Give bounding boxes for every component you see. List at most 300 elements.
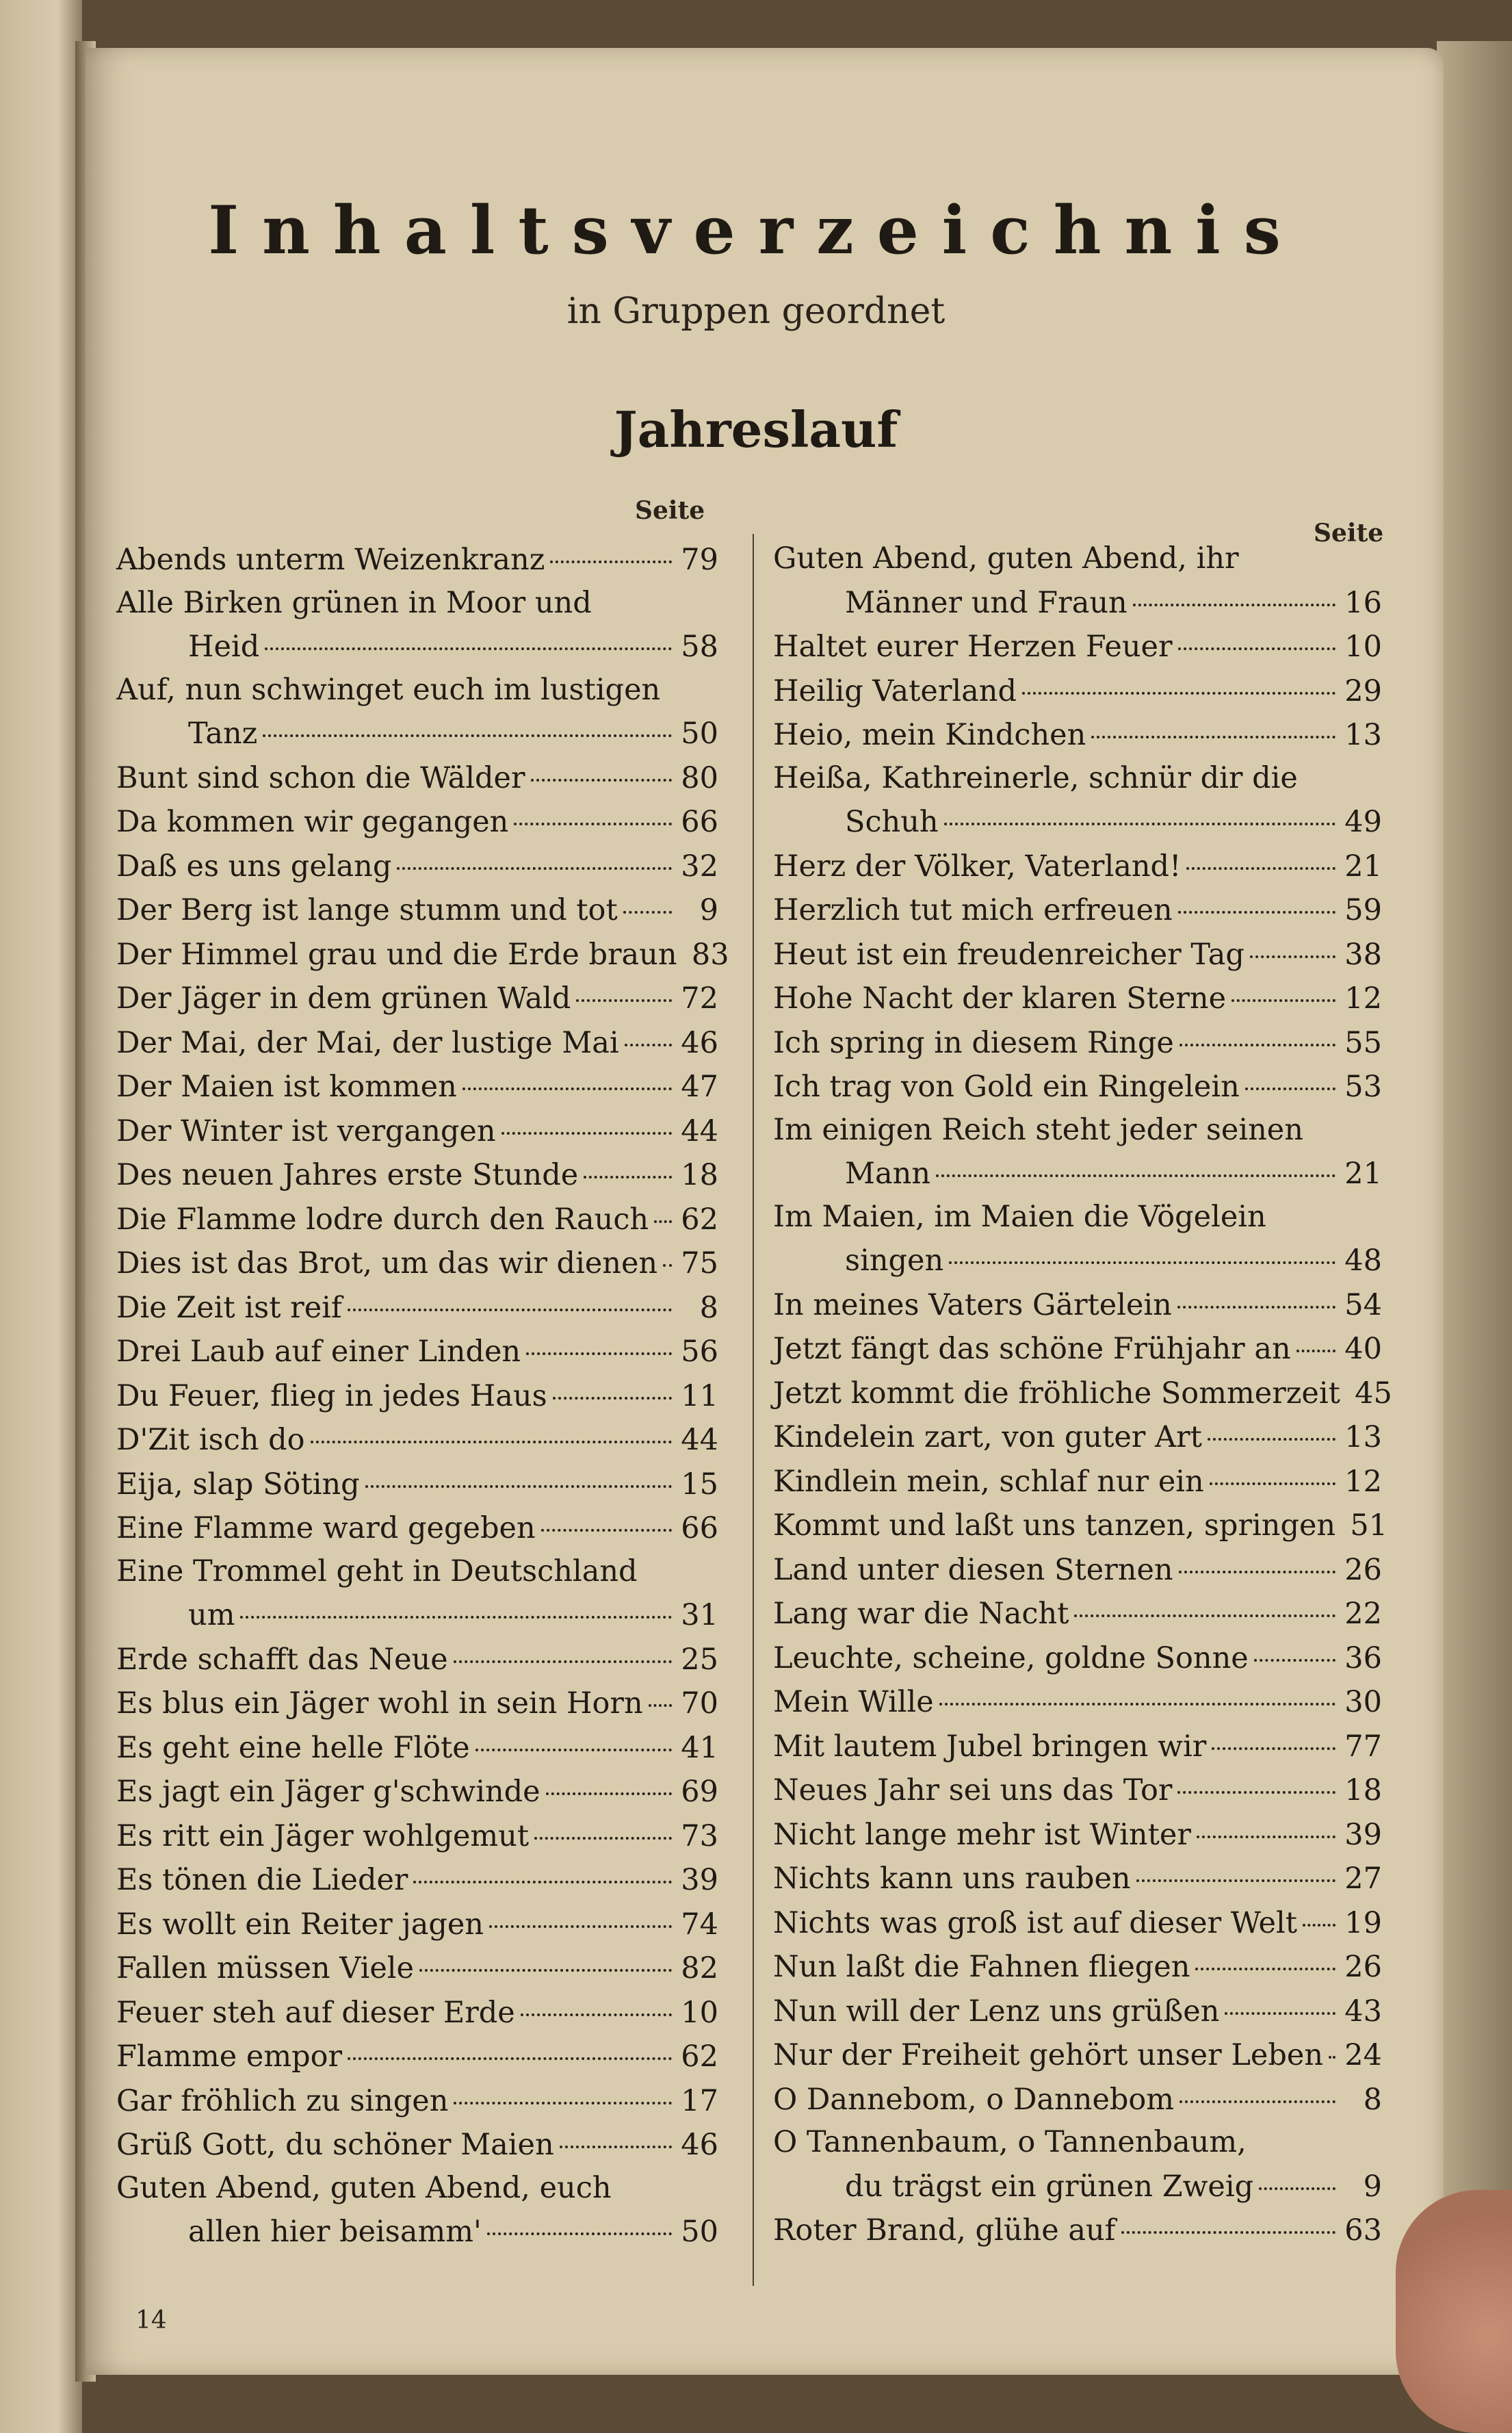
dot-leader (1231, 970, 1335, 1002)
toc-entry (116, 582, 718, 669)
toc-entry-line (116, 756, 718, 800)
dot-leader (936, 1145, 1335, 1177)
toc-entry-page: 25 (681, 1642, 718, 1677)
section-heading: Jahreslauf (614, 400, 898, 459)
toc-entry (116, 1946, 718, 1990)
toc-entry-line (116, 1462, 718, 1506)
toc-entry-line (116, 1241, 718, 1285)
toc-entry (773, 1679, 1382, 1724)
dot-leader (654, 1191, 672, 1223)
toc-entry (773, 1989, 1382, 2033)
toc-entry-title: Haltet eurer Herzen Feuer (773, 630, 1173, 664)
toc-entry-title: Nichts was groß ist auf dieser Welt (773, 1905, 1298, 1940)
toc-entry-line (773, 1371, 1392, 1415)
toc-entry-line (116, 1109, 718, 1153)
toc-entry-title: Hohe Nacht der klaren Sterne (773, 981, 1227, 1016)
dot-leader (623, 881, 672, 914)
toc-entry-line (116, 1153, 718, 1197)
toc-entry-title: Herzlich tut mich erfreuen (773, 893, 1173, 927)
dot-leader (553, 1367, 672, 1400)
toc-entry (116, 1681, 718, 1725)
toc-entry-page: 55 (1344, 1025, 1382, 1060)
dot-leader (1091, 706, 1335, 738)
toc-entry-title: Nun will der Lenz uns grüßen (773, 1994, 1220, 2029)
toc-entry-page: 41 (681, 1730, 718, 1765)
toc-entry-title: Du Feuer, flieg in jedes Haus (116, 1378, 547, 1413)
toc-entry-title: Heio, mein Kindchen (773, 718, 1086, 752)
dot-leader (1178, 618, 1335, 650)
page-number: 14 (135, 2306, 167, 2334)
dot-leader (576, 970, 672, 1002)
toc-entry-page: 69 (681, 1775, 718, 1809)
toc-entry-page: 63 (1344, 2213, 1382, 2248)
toc-entry (773, 624, 1382, 669)
dot-leader (311, 1411, 672, 1443)
toc-entry-line (773, 2033, 1382, 2077)
toc-entry-title: Die Flamme lodre durch den Rauch (116, 1202, 649, 1237)
dot-leader (1178, 881, 1335, 914)
toc-entry-title: Nicht lange mehr ist Winter (773, 1817, 1191, 1852)
left-page-edge (0, 0, 82, 2433)
toc-entry-page: 12 (1344, 981, 1382, 1016)
toc-entry-line (116, 1725, 718, 1770)
toc-entry-continuation (116, 624, 718, 669)
toc-entry-page: 48 (1344, 1244, 1382, 1278)
toc-entry-title: Im einigen Reich steht jeder seinen (773, 1112, 1303, 1147)
toc-entry-title: Drei Laub auf einer Linden (116, 1335, 521, 1369)
toc-entry (116, 1020, 718, 1065)
toc-entry-title: Ich spring in diesem Ringe (773, 1025, 1174, 1060)
toc-entry-continuation (116, 711, 718, 756)
toc-entry-title: Guten Abend, guten Abend, ihr (773, 541, 1239, 576)
dot-leader (949, 1232, 1335, 1264)
dot-leader (663, 1235, 672, 1267)
toc-entry-page: 19 (1344, 1905, 1382, 1940)
toc-entry (773, 976, 1382, 1020)
toc-entry-title: Eine Trommel geht in Deutschland (116, 1554, 638, 1588)
toc-entry (116, 1857, 718, 1902)
toc-entry-line (116, 932, 729, 977)
toc-entry-line (773, 1547, 1382, 1592)
toc-entry-line (773, 1415, 1382, 1459)
toc-entry (116, 1153, 718, 1197)
toc-entry-page: 40 (1344, 1332, 1382, 1366)
toc-entry-title: Lang war die Nacht (773, 1597, 1069, 1631)
toc-entry-page: 46 (681, 1025, 718, 1060)
toc-entry (116, 799, 718, 844)
toc-entry (773, 1768, 1382, 1812)
toc-entry-title: Erde schafft das Neue (116, 1642, 448, 1677)
toc-entry (116, 1241, 718, 1285)
toc-entry (773, 1856, 1382, 1901)
toc-entry-title: Auf, nun schwinget euch im lustigen (116, 672, 661, 707)
toc-entry-page: 50 (681, 717, 718, 751)
dot-leader (1245, 1058, 1335, 1090)
dot-leader (501, 1103, 672, 1135)
dot-leader (487, 2203, 672, 2235)
toc-entry-title: Eine Flamme ward gegeben (116, 1511, 536, 1545)
toc-entry-page: 77 (1344, 1729, 1382, 1764)
toc-entry-page: 47 (681, 1070, 718, 1104)
toc-entry-title: Heid (188, 630, 260, 664)
toc-entry-page: 74 (681, 1907, 718, 1942)
toc-entry-line (773, 888, 1382, 932)
toc-entry-title: Bunt sind schon die Wälder (116, 760, 525, 795)
dot-leader (1254, 1630, 1335, 1662)
toc-entry-title: Es tönen die Lieder (116, 1863, 408, 1897)
toc-entry (116, 756, 718, 800)
thumb (1396, 2190, 1512, 2433)
toc-entry-title: Nichts kann uns rauben (773, 1862, 1131, 1896)
toc-entry (116, 537, 718, 582)
toc-entry-page: 15 (681, 1467, 718, 1502)
toc-entry-line (773, 1768, 1382, 1812)
toc-entry-page: 54 (1344, 1287, 1382, 1322)
toc-entry-title: um (188, 1598, 235, 1632)
toc-entry (773, 537, 1382, 624)
toc-entry-title: Tanz (188, 717, 258, 751)
toc-entry-title: Da kommen wir gegangen (116, 805, 509, 839)
toc-entry (773, 1064, 1382, 1109)
toc-entry-title: Schuh (845, 805, 939, 839)
toc-entry-line (116, 1769, 718, 1814)
toc-entry-title: Nun laßt die Fahnen fliegen (773, 1950, 1190, 1984)
toc-entry-page: 10 (1344, 630, 1382, 664)
dot-leader (944, 793, 1335, 825)
toc-entry-title: Neues Jahr sei uns das Tor (773, 1773, 1173, 1807)
dot-leader (1296, 1320, 1335, 1352)
toc-entry (773, 1547, 1382, 1592)
toc-entry (116, 1064, 718, 1109)
toc-entry-line (773, 1503, 1388, 1547)
dot-leader (1074, 1585, 1335, 1617)
toc-entry-page: 21 (1344, 849, 1382, 884)
dot-leader (454, 1631, 672, 1663)
toc-entry-title: Es geht eine helle Flöte (116, 1730, 470, 1765)
toc-entry-page: 50 (681, 2215, 718, 2249)
toc-entry (116, 932, 729, 977)
toc-entry-line (773, 1724, 1382, 1768)
toc-entry-page: 22 (1344, 1597, 1382, 1631)
toc-entry-line (773, 1020, 1382, 1065)
toc-entry-title: O Tannenbaum, o Tannenbaum, (773, 2125, 1247, 2159)
toc-entry-line (773, 1944, 1382, 1989)
toc-entry-line (773, 1856, 1382, 1901)
column-divider (753, 534, 754, 2286)
dot-leader (546, 1763, 672, 1795)
toc-entry (773, 932, 1382, 977)
toc-entry-title: Flamme empor (116, 2039, 343, 2074)
toc-entry-line (116, 1637, 718, 1682)
toc-entry-title: Jetzt kommt die fröhliche Sommerzeit (773, 1376, 1340, 1411)
toc-entry-line (116, 1329, 718, 1374)
toc-entry-page: 58 (681, 630, 718, 664)
toc-entry-line (773, 712, 1382, 757)
toc-entry-title: Im Maien, im Maien die Vögelein (773, 1199, 1266, 1234)
toc-entry (116, 2078, 718, 2123)
dot-leader (531, 749, 672, 782)
toc-entry-title: Des neuen Jahres erste Stunde (116, 1158, 579, 1192)
toc-entry-page: 39 (1344, 1817, 1382, 1852)
toc-entry-page: 13 (1344, 1420, 1382, 1454)
dot-leader (1022, 662, 1335, 695)
dot-leader (1179, 1014, 1335, 1046)
toc-entry-title: Es blus ein Jäger wohl in sein Horn (116, 1686, 643, 1721)
toc-entry-title: Die Zeit ist reif (116, 1290, 342, 1325)
toc-entry-title: Der Mai, der Mai, der lustige Mai (116, 1025, 619, 1060)
toc-entry-title: Alle Birken grünen in Moor und (116, 585, 592, 620)
toc-entry (773, 1283, 1382, 1327)
toc-entry-title: Herz der Völker, Vaterland! (773, 849, 1182, 884)
toc-entry (773, 712, 1382, 757)
toc-entry-page: 72 (681, 981, 718, 1016)
toc-entry-continuation (116, 1593, 718, 1637)
dot-leader (584, 1146, 672, 1179)
dot-leader (1250, 926, 1335, 958)
toc-entry (116, 844, 718, 888)
dot-leader (475, 1719, 672, 1751)
toc-entry-title: O Dannebom, o Dannebom (773, 2082, 1175, 2117)
toc-entry-title: Ich trag von Gold ein Ringelein (773, 1070, 1240, 1104)
toc-entry-line (773, 624, 1382, 669)
toc-entry-title: Es wollt ein Reiter jagen (116, 1907, 484, 1942)
toc-entry-page: 62 (681, 1202, 718, 1237)
dot-leader (240, 1586, 672, 1619)
toc-entry-title: Jetzt fängt das schöne Frühjahr an (773, 1332, 1291, 1366)
toc-entry-line (116, 1285, 718, 1330)
toc-entry-title: Kindlein mein, schlaf nur ein (773, 1464, 1204, 1499)
toc-entry (116, 2034, 718, 2078)
toc-entry-line (116, 1197, 718, 1241)
dot-leader (419, 1940, 672, 1972)
toc-entry (773, 2033, 1382, 2077)
toc-entry-page: 36 (1344, 1640, 1382, 1675)
dot-leader (625, 1014, 672, 1046)
page-subtitle: in Gruppen geordnet (566, 291, 946, 332)
dot-leader (514, 793, 672, 825)
dot-leader (462, 1058, 672, 1090)
toc-entry (116, 1769, 718, 1814)
toc-entry-page: 30 (1344, 1685, 1382, 1719)
toc-entry-page: 66 (681, 1511, 718, 1545)
toc-entry-line (773, 1636, 1382, 1680)
toc-entry (116, 888, 718, 932)
toc-entry-continuation (773, 2164, 1382, 2209)
toc-entry-page: 44 (681, 1113, 718, 1148)
toc-entry-page: 8 (1363, 2082, 1382, 2117)
toc-entry-line (116, 1902, 718, 1946)
toc-entry-page: 26 (1344, 1950, 1382, 1984)
toc-entry-title: Der Maien ist kommen (116, 1070, 457, 1104)
toc-entry-page: 31 (681, 1598, 718, 1632)
toc-entry-page: 18 (1344, 1773, 1382, 1807)
toc-entry (773, 1944, 1382, 1989)
toc-entry-title: Feuer steh auf dieser Erde (116, 1995, 515, 2030)
toc-entry-title: du trägst ein grünen Zweig (845, 2169, 1254, 2204)
dot-leader (265, 618, 672, 650)
toc-entry-page: 18 (681, 1158, 718, 1192)
toc-entry (116, 1197, 718, 1241)
toc-entry (116, 1814, 718, 1858)
toc-entry (116, 1462, 718, 1506)
toc-entry (773, 1459, 1382, 1504)
toc-entry-title: allen hier beisamm' (188, 2215, 482, 2249)
toc-entry-title: Mann (845, 1157, 931, 1191)
toc-entry (116, 669, 718, 756)
toc-entry (116, 976, 718, 1020)
dot-leader (1212, 1718, 1335, 1750)
toc-entry-page: 17 (681, 2083, 718, 2118)
dot-leader (489, 1896, 672, 1928)
toc-entry-line (773, 844, 1382, 888)
dot-leader (1179, 2071, 1335, 2103)
toc-entry-title: Land unter diesen Sternen (773, 1552, 1173, 1587)
toc-entry (773, 844, 1382, 888)
dot-leader (1195, 1938, 1335, 1970)
toc-entry-line (116, 1417, 718, 1462)
dot-leader (454, 2072, 672, 2104)
toc-entry-title: Nur der Freiheit gehört unser Leben (773, 2038, 1324, 2072)
toc-entry-line (116, 2122, 718, 2167)
left-column-header: Seite (635, 496, 705, 525)
toc-entry (773, 2077, 1382, 2122)
toc-entry (773, 669, 1382, 713)
toc-entry (116, 1285, 718, 1330)
toc-entry-page: 38 (1344, 937, 1382, 972)
toc-entry (773, 1020, 1382, 1065)
dot-leader (1121, 2202, 1335, 2234)
toc-entry-title: Mit lautem Jubel bringen wir (773, 1729, 1207, 1764)
toc-entry (116, 1506, 718, 1550)
toc-entry-title: Grüß Gott, du schöner Maien (116, 2128, 554, 2162)
toc-entry (116, 1109, 718, 1153)
toc-entry-page: 45 (1355, 1376, 1392, 1411)
dot-leader (1186, 838, 1335, 870)
dot-leader (1179, 1541, 1335, 1573)
toc-entry (773, 2208, 1382, 2252)
toc-entry (773, 1196, 1382, 1283)
toc-entry (773, 1636, 1382, 1680)
toc-entry (116, 1374, 718, 1418)
toc-entry-line (116, 888, 718, 932)
toc-entry-continuation (773, 580, 1382, 625)
toc-entry (773, 1901, 1382, 1945)
toc-entry (773, 1591, 1382, 1636)
toc-entry-line (116, 1064, 718, 1109)
toc-entry-title: Der Himmel grau und die Erde braun (116, 937, 677, 972)
toc-entry (773, 1109, 1382, 1196)
toc-entry-page: 83 (691, 937, 729, 972)
toc-entry-line (116, 976, 718, 1020)
toc-entry (116, 1329, 718, 1374)
toc-entry (116, 1417, 718, 1462)
left-column (116, 537, 729, 2254)
toc-entry-title: Heißa, Kathreinerle, schnür dir die (773, 760, 1298, 795)
toc-entry-page: 9 (1363, 2169, 1382, 2204)
dot-leader (1225, 1983, 1335, 2015)
toc-entry-line (116, 1506, 718, 1550)
toc-entry-title: Eija, slap Söting (116, 1467, 360, 1502)
toc-entry (773, 1724, 1382, 1768)
toc-entry-continuation (773, 1238, 1382, 1283)
toc-entry (773, 2121, 1382, 2208)
toc-entry-page: 10 (681, 1995, 718, 2030)
toc-entry-title: D'Zit isch do (116, 1423, 305, 1457)
toc-entry-title: Heut ist ein freudenreicher Tag (773, 937, 1244, 972)
dot-leader (263, 705, 672, 737)
toc-entry-title: Guten Abend, guten Abend, euch (116, 2170, 612, 2205)
toc-entry-line (116, 537, 718, 582)
toc-entry-page: 26 (1344, 1552, 1382, 1587)
dot-leader (560, 2116, 672, 2148)
toc-entry-line (773, 1679, 1382, 1724)
toc-entry-page: 62 (681, 2039, 718, 2074)
dot-leader (365, 1456, 672, 1488)
dot-leader (1136, 1850, 1335, 1882)
right-page-edge (1437, 41, 1512, 2409)
toc-entry (116, 1990, 718, 2035)
toc-entry-title: Mein Wille (773, 1685, 934, 1719)
toc-entry (773, 888, 1382, 932)
toc-entry (773, 1812, 1382, 1857)
toc-entry-line (773, 1989, 1382, 2033)
toc-entry-page: 27 (1344, 1862, 1382, 1896)
dot-leader (1177, 1276, 1335, 1309)
dot-leader (397, 838, 672, 870)
toc-entry-title: Der Winter ist vergangen (116, 1113, 496, 1148)
dot-leader (1208, 1408, 1335, 1441)
dot-leader (1133, 574, 1335, 606)
toc-entry-line (116, 2034, 718, 2078)
toc-entry-page: 13 (1344, 718, 1382, 752)
toc-entry-line (116, 1020, 718, 1065)
toc-entry-page: 16 (1344, 585, 1382, 620)
toc-entry-title: Es ritt ein Jäger wohlgemut (116, 1818, 530, 1853)
toc-entry-line (116, 1374, 718, 1418)
toc-entry-title: Leuchte, scheine, goldne Sonne (773, 1640, 1249, 1675)
toc-entry-title: singen (845, 1244, 944, 1278)
toc-entry-title: Gar fröhlich zu singen (116, 2083, 449, 2118)
toc-entry-line (116, 1814, 718, 1858)
toc-entry-continuation (116, 2209, 718, 2254)
toc-entry-page: 9 (699, 893, 718, 927)
toc-entry-title: Dies ist das Brot, um das wir dienen (116, 1246, 658, 1280)
toc-entry-title: Fallen müssen Viele (116, 1951, 414, 1985)
toc-entry-title: In meines Vaters Gärtelein (773, 1287, 1172, 1322)
toc-entry-line (773, 1901, 1382, 1945)
toc-entry-page: 75 (681, 1246, 718, 1280)
toc-entry (116, 1902, 718, 1946)
toc-entry-page: 24 (1344, 2038, 1382, 2072)
toc-entry-line (773, 669, 1382, 713)
dot-leader (1329, 2026, 1335, 2059)
toc-entry-title: Daß es uns gelang (116, 849, 392, 884)
dot-leader (1303, 1894, 1335, 1927)
toc-entry-page: 79 (681, 543, 718, 577)
dot-leader (521, 1984, 672, 2016)
toc-entry-title: Der Jäger in dem grünen Wald (116, 981, 571, 1016)
toc-entry-page: 59 (1344, 893, 1382, 927)
toc-entry (773, 1503, 1388, 1547)
toc-entry-line (773, 1326, 1382, 1371)
dot-leader (1259, 2158, 1335, 2190)
toc-entry (116, 1637, 718, 1682)
toc-entry-page: 56 (681, 1335, 718, 1369)
toc-entry (116, 2122, 718, 2167)
toc-entry-page: 29 (1344, 673, 1382, 708)
toc-entry-page: 39 (681, 1863, 718, 1897)
toc-entry-title: Kommt und laßt uns tanzen, springen (773, 1508, 1336, 1543)
